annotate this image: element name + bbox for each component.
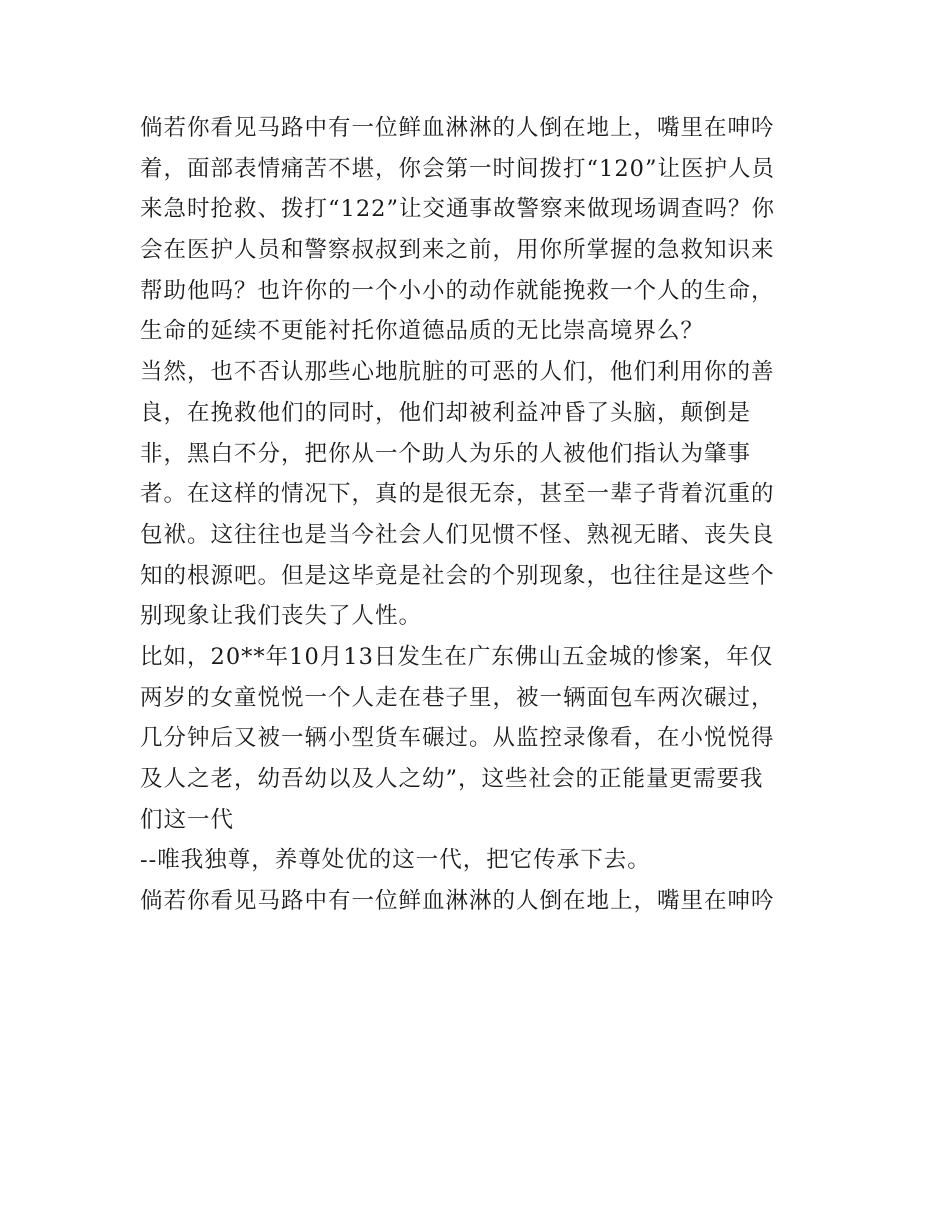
document-body bbox=[140, 108, 820, 922]
text-line: 两岁的女童悦悦一个人走在巷子里，被一辆面包车两次碾过， bbox=[140, 684, 775, 711]
text-line: 倘若你看见马路中有一位鲜血淋淋的人倒在地上，嘴里在呻吟 bbox=[140, 115, 775, 141]
text-line: 比如，20**年10月13日发生在广东佛山五金城的惨案，年仅 bbox=[140, 643, 774, 670]
text-line: --唯我独尊，养尊处优的这一代，把它传承下去。 bbox=[140, 847, 651, 874]
text-line: 非，黑白不分，把你从一个助人为乐的人被他们指认为肇事 bbox=[140, 440, 752, 467]
text-line: 帮助他吗？也许你的一个小小的动作就能挽救一个人的生命， bbox=[140, 277, 775, 304]
text-line: 来急时抢救、拨打“122”让交通事故警察来做现场调查吗？你 bbox=[140, 196, 775, 223]
text-line: 当然，也不否认那些心地肮脏的可恶的人们，他们利用你的善 bbox=[140, 359, 775, 386]
text-line: 及人之老，幼吾幼以及人之幼”，这些社会的正能量更需要我 bbox=[140, 766, 764, 792]
text-line: 们这一代 bbox=[140, 806, 235, 833]
text-line: 着，面部表情痛苦不堪，你会第一时间拨打“120”让医护人员 bbox=[140, 155, 775, 182]
text-line: 良，在挽救他们的同时，他们却被利益冲昏了头脑，颠倒是 bbox=[140, 399, 752, 426]
text-line: 别现象让我们丧失了人性。 bbox=[140, 603, 423, 630]
text-line: 生命的延续不更能衬托你道德品质的无比崇高境界么？ bbox=[140, 318, 705, 345]
text-line: 包袱。这往往也是当今社会人们见惯不怪、熟视无睹、丧失良 bbox=[140, 521, 775, 548]
text-line: 者。在这样的情况下，真的是很无奈，甚至一辈子背着沉重的 bbox=[140, 481, 775, 508]
text-line: 会在医护人员和警察叔叔到来之前，用你所掌握的急救知识来 bbox=[140, 237, 775, 264]
text-line: 倘若你看见马路中有一位鲜血淋淋的人倒在地上，嘴里在呻吟 bbox=[140, 888, 775, 915]
text-line: 几分钟后又被一辆小型货车碾过。从监控录像看，在小悦悦得 bbox=[140, 725, 775, 752]
text-line: 知的根源吧。但是这毕竟是社会的个别现象，也往往是这些个 bbox=[140, 562, 775, 589]
